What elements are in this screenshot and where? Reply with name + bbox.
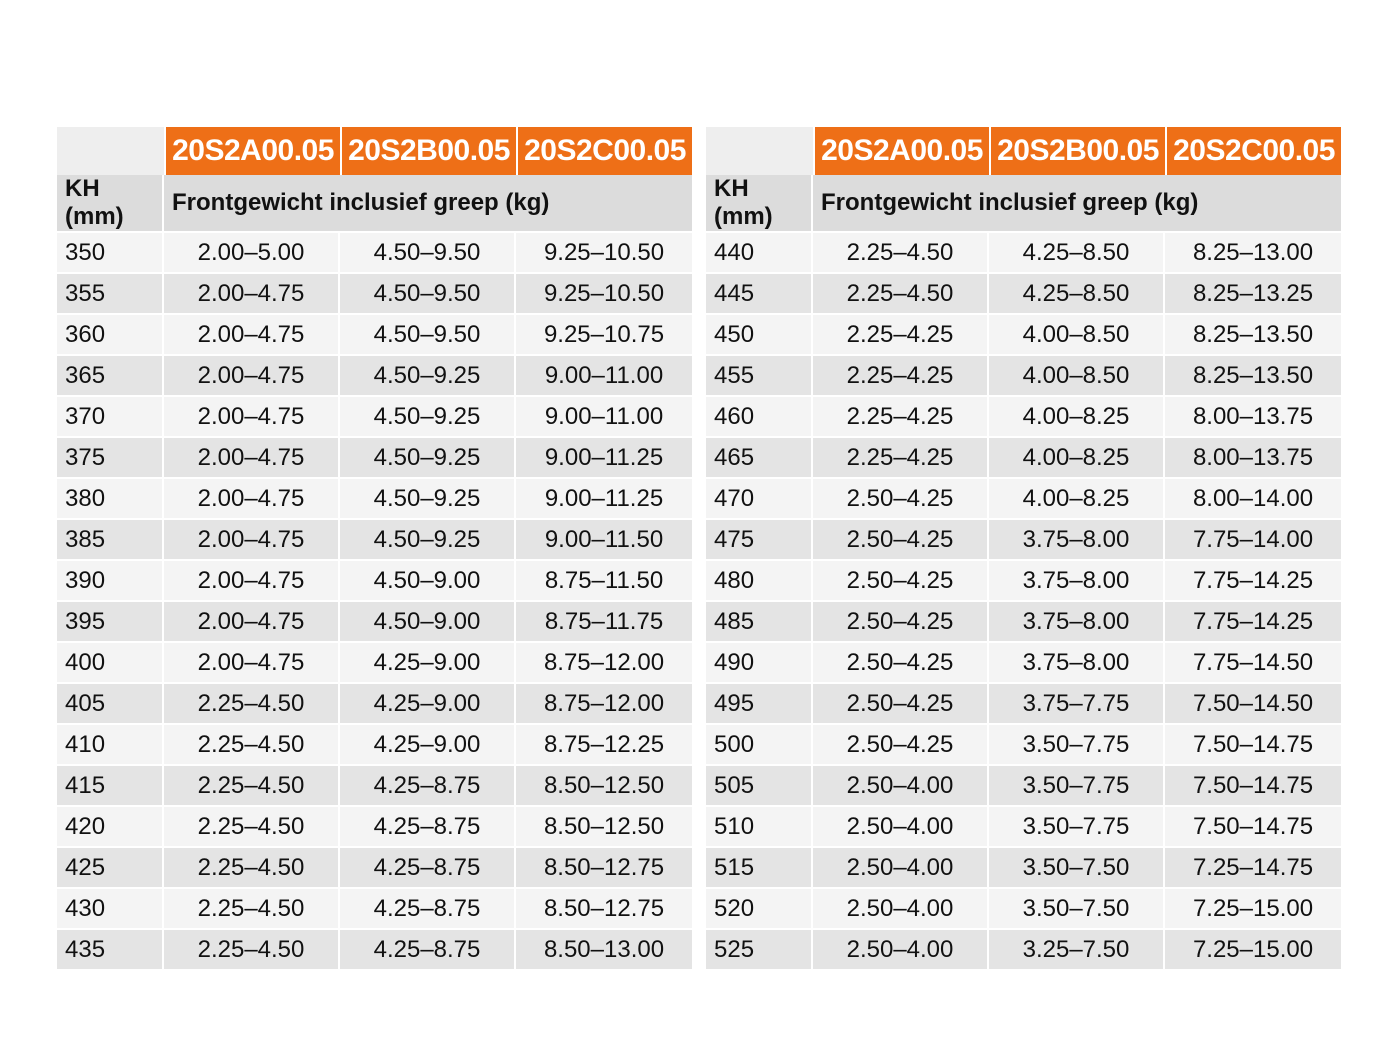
- kh-value: 465: [706, 436, 813, 477]
- table-row: [57, 928, 692, 969]
- kh-value: 395: [57, 600, 164, 641]
- weight-range-cell: 7.50–14.75: [1165, 764, 1341, 805]
- weight-range-cell: 8.00–13.75: [1165, 436, 1341, 477]
- table-row: [706, 682, 1341, 723]
- weight-range-cell: 2.50–4.25: [813, 518, 989, 559]
- kh-value: 475: [706, 518, 813, 559]
- weight-range-cell: 4.25–9.00: [340, 641, 516, 682]
- weight-range-cell: 3.25–7.50: [989, 928, 1165, 969]
- model-code-header: 20S2C00.05: [1165, 127, 1341, 175]
- table-row: [57, 272, 692, 313]
- weight-range-cell: 4.00–8.25: [989, 436, 1165, 477]
- weight-range-cell: 3.50–7.50: [989, 846, 1165, 887]
- weight-range-cell: 8.75–11.75: [516, 600, 692, 641]
- weight-range-cell: 4.50–9.00: [340, 559, 516, 600]
- weight-range-cell: 4.25–9.00: [340, 723, 516, 764]
- table-row: [57, 723, 692, 764]
- weight-table-left: [57, 127, 692, 969]
- weight-range-cell: 8.75–11.50: [516, 559, 692, 600]
- weight-range-cell: 2.25–4.25: [813, 313, 989, 354]
- kh-value: 400: [57, 641, 164, 682]
- table-row: [57, 682, 692, 723]
- weight-range-cell: 4.25–8.75: [340, 928, 516, 969]
- weight-range-cell: 2.00–4.75: [164, 600, 340, 641]
- kh-value: 420: [57, 805, 164, 846]
- weight-range-cell: 4.00–8.25: [989, 395, 1165, 436]
- kh-value: 380: [57, 477, 164, 518]
- weight-range-cell: 2.50–4.25: [813, 600, 989, 641]
- kh-value: 365: [57, 354, 164, 395]
- table-row: [57, 559, 692, 600]
- weight-range-cell: 2.50–4.00: [813, 805, 989, 846]
- weight-range-cell: 2.00–4.75: [164, 354, 340, 395]
- table-row: [57, 477, 692, 518]
- weight-table-right: [706, 127, 1341, 969]
- model-code-header: 20S2B00.05: [340, 127, 516, 175]
- weight-range-cell: 8.50–12.50: [516, 805, 692, 846]
- weight-range-cell: 4.50–9.25: [340, 518, 516, 559]
- weight-range-cell: 2.00–4.75: [164, 641, 340, 682]
- model-code-header: 20S2B00.05: [989, 127, 1165, 175]
- weight-range-cell: 2.00–4.75: [164, 436, 340, 477]
- kh-value: 355: [57, 272, 164, 313]
- kh-value: 510: [706, 805, 813, 846]
- weight-range-cell: 3.50–7.50: [989, 887, 1165, 928]
- table-row: [706, 641, 1341, 682]
- table-row: [706, 600, 1341, 641]
- table-row: [57, 600, 692, 641]
- weight-range-cell: 8.50–12.75: [516, 846, 692, 887]
- weight-range-cell: 4.50–9.25: [340, 354, 516, 395]
- model-code-header: 20S2C00.05: [516, 127, 692, 175]
- weight-range-cell: 7.75–14.00: [1165, 518, 1341, 559]
- weight-range-cell: 2.00–4.75: [164, 518, 340, 559]
- table-row: [706, 518, 1341, 559]
- weight-range-cell: 3.75–8.00: [989, 518, 1165, 559]
- kh-value: 385: [57, 518, 164, 559]
- weight-range-cell: 3.75–8.00: [989, 559, 1165, 600]
- table-row: [706, 272, 1341, 313]
- weight-range-cell: 2.00–4.75: [164, 559, 340, 600]
- weight-range-cell: 3.50–7.75: [989, 805, 1165, 846]
- weight-range-cell: 2.00–4.75: [164, 477, 340, 518]
- weight-range-cell: 7.25–15.00: [1165, 928, 1341, 969]
- weight-range-cell: 4.00–8.50: [989, 354, 1165, 395]
- table-row: [57, 313, 692, 354]
- weight-range-cell: 7.50–14.50: [1165, 682, 1341, 723]
- kh-value: 435: [57, 928, 164, 969]
- kh-value: 375: [57, 436, 164, 477]
- weight-range-cell: 3.50–7.75: [989, 723, 1165, 764]
- weight-range-cell: 4.50–9.50: [340, 272, 516, 313]
- weight-range-cell: 3.75–8.00: [989, 600, 1165, 641]
- model-code-header: 20S2A00.05: [164, 127, 340, 175]
- weight-range-cell: 2.25–4.50: [164, 764, 340, 805]
- kh-value: 410: [57, 723, 164, 764]
- weight-range-cell: 2.25–4.50: [164, 805, 340, 846]
- table-row: [57, 805, 692, 846]
- table-row: [706, 395, 1341, 436]
- weight-range-cell: 4.50–9.50: [340, 231, 516, 272]
- kh-value: 490: [706, 641, 813, 682]
- kh-column-label: KH (mm): [57, 175, 164, 231]
- weight-range-cell: 2.25–4.25: [813, 436, 989, 477]
- header-corner: [706, 127, 813, 175]
- column-title-row: [57, 175, 692, 231]
- table-row: [57, 887, 692, 928]
- weight-range-cell: 3.75–7.75: [989, 682, 1165, 723]
- weight-range-cell: 2.50–4.25: [813, 641, 989, 682]
- kh-value: 515: [706, 846, 813, 887]
- table-row: [57, 354, 692, 395]
- weight-range-cell: 8.00–13.75: [1165, 395, 1341, 436]
- weight-range-cell: 8.00–14.00: [1165, 477, 1341, 518]
- weight-range-cell: 4.50–9.25: [340, 477, 516, 518]
- weight-range-cell: 4.50–9.25: [340, 395, 516, 436]
- weight-range-cell: 2.50–4.00: [813, 887, 989, 928]
- weight-range-cell: 2.25–4.50: [164, 846, 340, 887]
- weight-range-cell: 4.00–8.50: [989, 313, 1165, 354]
- table-row: [57, 764, 692, 805]
- weight-range-cell: 8.50–12.50: [516, 764, 692, 805]
- weight-range-cell: 7.50–14.75: [1165, 805, 1341, 846]
- table-row: [706, 559, 1341, 600]
- weight-range-cell: 9.00–11.25: [516, 436, 692, 477]
- kh-value: 450: [706, 313, 813, 354]
- weight-range-cell: 9.00–11.00: [516, 354, 692, 395]
- weight-range-cell: 7.75–14.25: [1165, 559, 1341, 600]
- weight-range-cell: 9.25–10.75: [516, 313, 692, 354]
- kh-value: 480: [706, 559, 813, 600]
- weight-range-cell: 3.50–7.75: [989, 764, 1165, 805]
- weight-range-cell: 4.50–9.00: [340, 600, 516, 641]
- weight-range-cell: 2.25–4.50: [164, 682, 340, 723]
- weight-range-cell: 2.50–4.00: [813, 928, 989, 969]
- weight-range-cell: 7.50–14.75: [1165, 723, 1341, 764]
- weight-range-cell: 8.25–13.50: [1165, 354, 1341, 395]
- weight-range-cell: 8.50–12.75: [516, 887, 692, 928]
- kh-value: 455: [706, 354, 813, 395]
- weight-range-cell: 2.25–4.50: [164, 723, 340, 764]
- weight-range-cell: 8.25–13.00: [1165, 231, 1341, 272]
- weight-range-cell: 8.75–12.00: [516, 641, 692, 682]
- table-row: [706, 723, 1341, 764]
- weight-range-cell: 8.75–12.25: [516, 723, 692, 764]
- weight-range-cell: 2.00–4.75: [164, 272, 340, 313]
- weight-range-cell: 2.25–4.50: [164, 887, 340, 928]
- weight-range-cell: 9.00–11.25: [516, 477, 692, 518]
- table-row: [706, 436, 1341, 477]
- weight-range-cell: 2.50–4.25: [813, 723, 989, 764]
- weight-range-cell: 7.25–14.75: [1165, 846, 1341, 887]
- kh-value: 470: [706, 477, 813, 518]
- weight-range-cell: 4.50–9.25: [340, 436, 516, 477]
- table-row: [706, 805, 1341, 846]
- weight-range-cell: 9.25–10.50: [516, 231, 692, 272]
- model-code-header: 20S2A00.05: [813, 127, 989, 175]
- kh-value: 360: [57, 313, 164, 354]
- table-row: [706, 313, 1341, 354]
- table-row: [57, 395, 692, 436]
- weight-range-cell: 2.00–4.75: [164, 395, 340, 436]
- kh-value: 430: [57, 887, 164, 928]
- kh-value: 485: [706, 600, 813, 641]
- weight-range-cell: 2.25–4.50: [813, 231, 989, 272]
- column-title-row: [706, 175, 1341, 231]
- table-row: [706, 846, 1341, 887]
- weight-range-cell: 4.25–9.00: [340, 682, 516, 723]
- weight-range-cell: 8.25–13.50: [1165, 313, 1341, 354]
- weight-range-cell: 4.50–9.50: [340, 313, 516, 354]
- weight-range-cell: 2.50–4.00: [813, 764, 989, 805]
- weight-range-cell: 8.50–13.00: [516, 928, 692, 969]
- table-row: [57, 518, 692, 559]
- table-row: [706, 887, 1341, 928]
- weight-range-cell: 2.50–4.25: [813, 682, 989, 723]
- kh-value: 405: [57, 682, 164, 723]
- weight-range-cell: 2.25–4.25: [813, 354, 989, 395]
- weight-range-cell: 4.25–8.75: [340, 887, 516, 928]
- kh-value: 525: [706, 928, 813, 969]
- weight-range-cell: 2.00–5.00: [164, 231, 340, 272]
- table-row: [706, 477, 1341, 518]
- weight-range-cell: 2.00–4.75: [164, 313, 340, 354]
- header-corner: [57, 127, 164, 175]
- kh-column-label: KH (mm): [706, 175, 813, 231]
- kh-value: 520: [706, 887, 813, 928]
- kh-value: 415: [57, 764, 164, 805]
- weight-range-cell: 2.50–4.00: [813, 846, 989, 887]
- table-row: [706, 354, 1341, 395]
- table-row: [57, 641, 692, 682]
- weight-range-cell: 2.25–4.50: [164, 928, 340, 969]
- weight-range-cell: 2.25–4.50: [813, 272, 989, 313]
- weight-range-cell: 4.25–8.75: [340, 764, 516, 805]
- table-row: [706, 928, 1341, 969]
- weight-range-cell: 2.50–4.25: [813, 559, 989, 600]
- kh-value: 445: [706, 272, 813, 313]
- kh-value: 390: [57, 559, 164, 600]
- weight-range-cell: 4.25–8.50: [989, 272, 1165, 313]
- weight-range-cell: 7.25–15.00: [1165, 887, 1341, 928]
- weight-range-cell: 9.00–11.00: [516, 395, 692, 436]
- weight-range-cell: 7.75–14.50: [1165, 641, 1341, 682]
- weight-range-cell: 3.75–8.00: [989, 641, 1165, 682]
- model-header-row: [706, 127, 1341, 175]
- weight-range-cell: 4.25–8.50: [989, 231, 1165, 272]
- weight-range-cell: 7.75–14.25: [1165, 600, 1341, 641]
- kh-value: 460: [706, 395, 813, 436]
- weight-range-cell: 8.75–12.00: [516, 682, 692, 723]
- weight-range-cell: 2.25–4.25: [813, 395, 989, 436]
- table-row: [706, 231, 1341, 272]
- kh-value: 425: [57, 846, 164, 887]
- kh-value: 495: [706, 682, 813, 723]
- table-row: [57, 231, 692, 272]
- front-weight-caption: Frontgewicht inclusief greep (kg): [164, 175, 692, 231]
- front-weight-caption: Frontgewicht inclusief greep (kg): [813, 175, 1341, 231]
- kh-value: 350: [57, 231, 164, 272]
- table-row: [57, 846, 692, 887]
- table-row: [57, 436, 692, 477]
- weight-range-cell: 2.50–4.25: [813, 477, 989, 518]
- kh-value: 500: [706, 723, 813, 764]
- weight-range-cell: 8.25–13.25: [1165, 272, 1341, 313]
- weight-range-cell: 4.25–8.75: [340, 805, 516, 846]
- kh-value: 370: [57, 395, 164, 436]
- weight-range-cell: 4.00–8.25: [989, 477, 1165, 518]
- kh-value: 440: [706, 231, 813, 272]
- model-header-row: [57, 127, 692, 175]
- weight-range-cell: 9.25–10.50: [516, 272, 692, 313]
- table-row: [706, 764, 1341, 805]
- weight-range-cell: 9.00–11.50: [516, 518, 692, 559]
- kh-value: 505: [706, 764, 813, 805]
- weight-range-cell: 4.25–8.75: [340, 846, 516, 887]
